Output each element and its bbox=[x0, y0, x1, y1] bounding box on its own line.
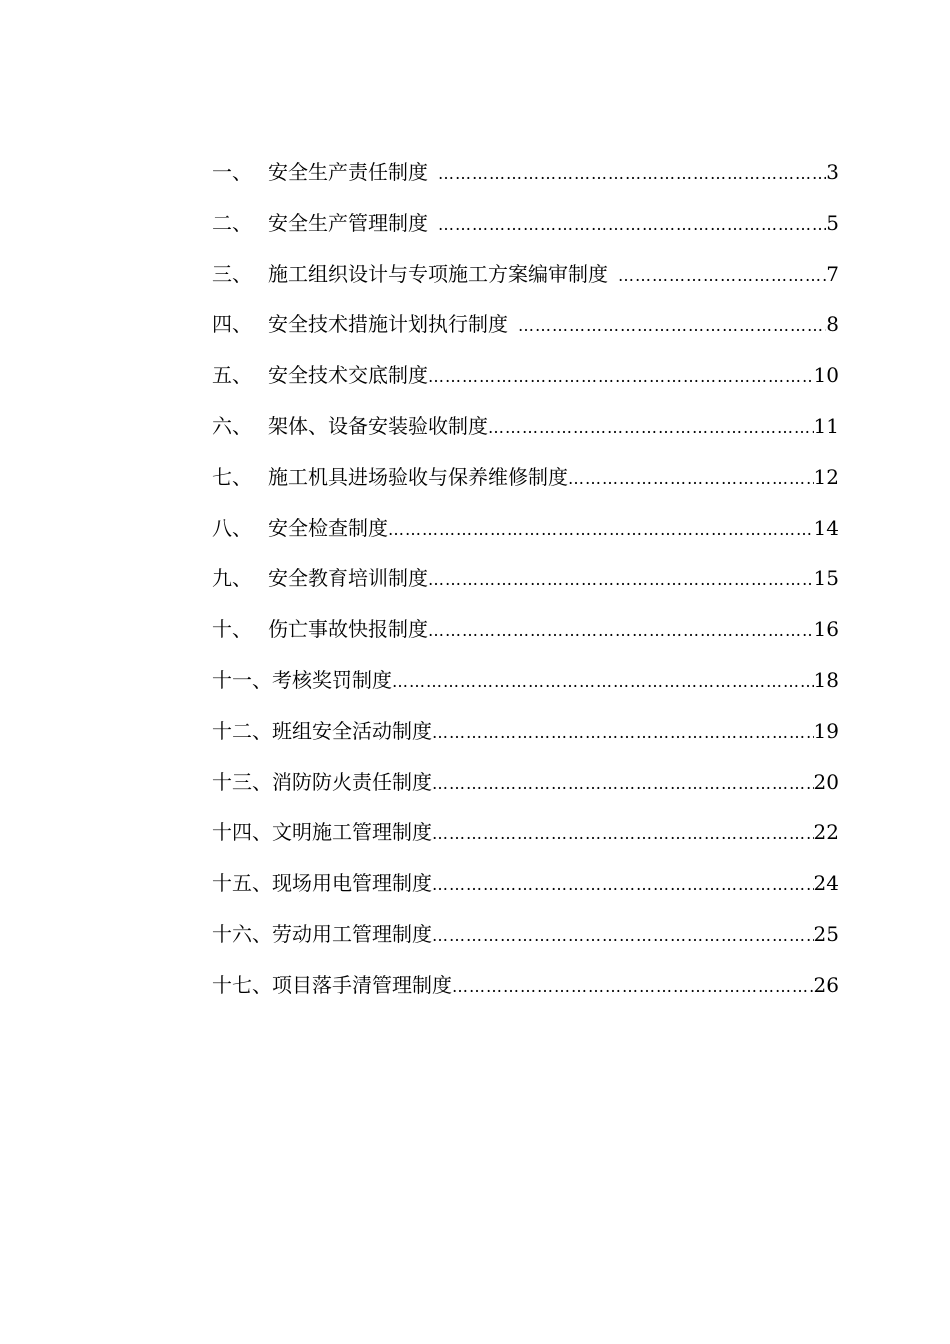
toc-entry-page: 19 bbox=[813, 718, 839, 743]
toc-entry-page: 8 bbox=[826, 312, 839, 337]
toc-leader-dots bbox=[518, 301, 826, 352]
toc-entry-number: 一、 bbox=[212, 160, 252, 184]
toc-leader-dots bbox=[438, 149, 826, 200]
toc-leader-dots bbox=[428, 555, 814, 606]
toc-entry-page: 24 bbox=[813, 871, 839, 896]
toc-entry-title: 架体、设备安装验收制度 bbox=[268, 413, 488, 438]
toc-entry[interactable] bbox=[212, 655, 839, 706]
toc-leader-dots bbox=[432, 809, 814, 860]
toc-leader-dots bbox=[428, 352, 814, 403]
toc-entry-number: 七、 bbox=[212, 464, 252, 489]
toc-entry[interactable] bbox=[212, 401, 839, 452]
toc-entry-page: 15 bbox=[813, 566, 839, 591]
toc-entry-page: 3 bbox=[826, 160, 839, 184]
toc-leader-dots bbox=[392, 657, 814, 708]
toc-entry-number: 三、 bbox=[212, 261, 252, 286]
toc-entry-number: 十五、 bbox=[212, 871, 272, 896]
toc-entry[interactable] bbox=[212, 249, 839, 300]
toc-entry-page: 7 bbox=[826, 261, 839, 286]
toc-leader-dots bbox=[388, 505, 814, 556]
toc-entry-page: 22 bbox=[813, 820, 839, 845]
toc-entry-number: 十一、 bbox=[212, 667, 272, 692]
toc-entry[interactable] bbox=[212, 350, 839, 401]
toc-leader-dots bbox=[432, 759, 814, 810]
toc-entry-number: 十七、 bbox=[212, 972, 272, 997]
table-of-contents bbox=[212, 147, 839, 1011]
toc-entry-number: 十三、 bbox=[212, 769, 272, 794]
toc-leader-dots bbox=[438, 200, 826, 251]
toc-entry-title: 伤亡事故快报制度 bbox=[268, 617, 428, 642]
toc-entry[interactable] bbox=[212, 909, 839, 960]
toc-entry[interactable] bbox=[212, 807, 839, 858]
toc-entry[interactable] bbox=[212, 198, 839, 249]
toc-entry-number: 八、 bbox=[212, 515, 252, 540]
toc-entry-title: 安全教育培训制度 bbox=[268, 566, 428, 591]
toc-entry-page: 5 bbox=[826, 210, 839, 235]
toc-entry-page: 18 bbox=[813, 667, 839, 692]
toc-leader-dots bbox=[618, 251, 826, 302]
toc-entry[interactable] bbox=[212, 503, 839, 554]
toc-leader-dots bbox=[432, 708, 814, 759]
toc-entry-page: 14 bbox=[813, 515, 839, 540]
toc-entry[interactable] bbox=[212, 147, 839, 198]
toc-entry[interactable] bbox=[212, 299, 839, 350]
toc-entry[interactable] bbox=[212, 706, 839, 757]
toc-entry-title: 劳动用工管理制度 bbox=[272, 921, 432, 946]
toc-entry-page: 25 bbox=[813, 921, 839, 946]
toc-entry-page: 26 bbox=[813, 972, 839, 997]
toc-entry-title: 项目落手清管理制度 bbox=[272, 972, 452, 997]
toc-entry-number: 九、 bbox=[212, 566, 252, 591]
toc-entry-number: 五、 bbox=[212, 363, 252, 388]
toc-entry-title: 安全技术措施计划执行制度 bbox=[268, 312, 508, 337]
toc-entry-title: 现场用电管理制度 bbox=[272, 871, 432, 896]
toc-entry-number: 十、 bbox=[212, 617, 252, 642]
toc-entry-title: 消防防火责任制度 bbox=[272, 769, 432, 794]
toc-entry[interactable] bbox=[212, 858, 839, 909]
toc-entry-number: 十六、 bbox=[212, 921, 272, 946]
toc-entry-title: 施工组织设计与专项施工方案编审制度 bbox=[268, 261, 608, 286]
toc-entry-title: 考核奖罚制度 bbox=[272, 667, 392, 692]
toc-entry-page: 20 bbox=[813, 769, 839, 794]
toc-entry[interactable] bbox=[212, 960, 839, 1011]
toc-entry-title: 施工机具进场验收与保养维修制度 bbox=[268, 464, 568, 489]
toc-entry[interactable] bbox=[212, 553, 839, 604]
toc-leader-dots bbox=[488, 403, 814, 454]
toc-entry-title: 文明施工管理制度 bbox=[272, 820, 432, 845]
toc-entry-number: 二、 bbox=[212, 210, 252, 235]
toc-entry[interactable] bbox=[212, 757, 839, 808]
toc-entry-title: 班组安全活动制度 bbox=[272, 718, 432, 743]
toc-entry-number: 四、 bbox=[212, 312, 252, 337]
toc-entry-page: 10 bbox=[813, 363, 839, 388]
toc-entry-number: 十二、 bbox=[212, 718, 272, 743]
toc-leader-dots bbox=[452, 962, 814, 1013]
toc-leader-dots bbox=[568, 454, 814, 505]
toc-entry[interactable] bbox=[212, 452, 839, 503]
toc-entry-title: 安全检查制度 bbox=[268, 515, 388, 540]
toc-entry-page: 11 bbox=[813, 413, 839, 438]
toc-entry-title: 安全技术交底制度 bbox=[268, 363, 428, 388]
toc-entry-title: 安全生产管理制度 bbox=[268, 210, 428, 235]
toc-entry-page: 12 bbox=[813, 464, 839, 489]
toc-entry-number: 十四、 bbox=[212, 820, 272, 845]
toc-leader-dots bbox=[432, 860, 814, 911]
toc-entry[interactable] bbox=[212, 604, 839, 655]
toc-leader-dots bbox=[428, 606, 814, 657]
toc-entry-title: 安全生产责任制度 bbox=[268, 160, 428, 184]
toc-entry-number: 六、 bbox=[212, 413, 252, 438]
toc-entry-page: 16 bbox=[813, 617, 839, 642]
toc-leader-dots bbox=[432, 911, 814, 962]
